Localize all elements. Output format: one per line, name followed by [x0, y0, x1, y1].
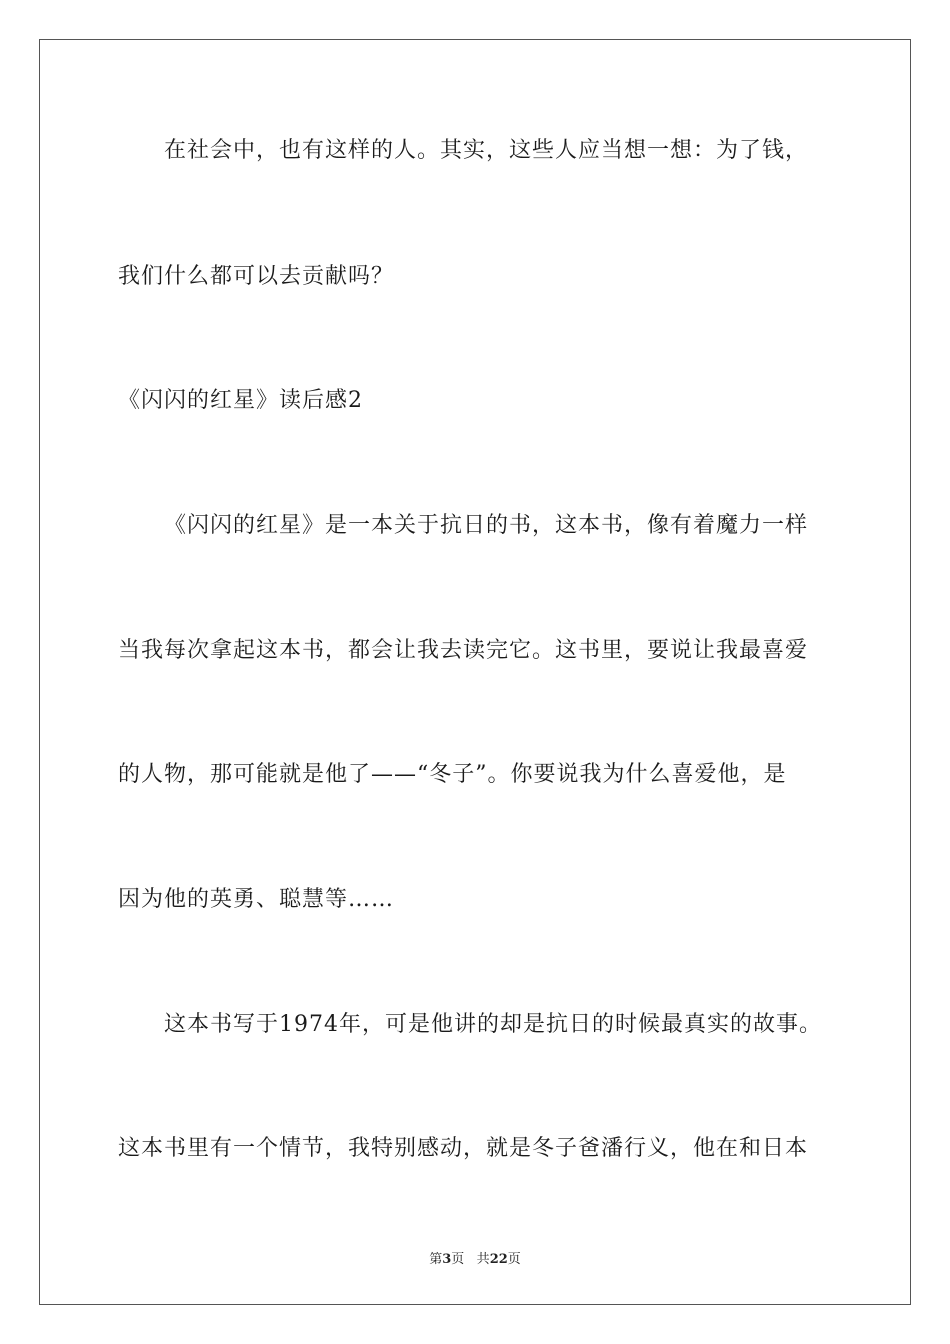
paragraph-line-4: 当我每次拿起这本书，都会让我去读完它。这书里，要说让我最喜爱 — [118, 638, 809, 663]
page-frame — [39, 39, 911, 1305]
paragraph-line-7: 这本书写于1974年，可是他讲的却是抗日的时候最真实的故事。 — [164, 1012, 822, 1037]
footer-total-prefix: 共 — [476, 1252, 490, 1267]
paragraph-line-8: 这本书里有一个情节，我特别感动，就是冬子爸潘行义，他在和日本 — [118, 1136, 809, 1161]
paragraph-line-6: 因为他的英勇、聪慧等…… — [118, 887, 395, 912]
paragraph-line-3: 《闪闪的红星》是一本关于抗日的书，这本书，像有着魔力一样 — [164, 513, 809, 538]
paragraph-line-5: 的人物，那可能就是他了——“冬子”。你要说我为什么喜爱他，是 — [118, 762, 787, 787]
paragraph-line-1: 在社会中，也有这样的人。其实，这些人应当想一想：为了钱， — [164, 138, 809, 163]
footer-page-unit: 页 — [451, 1252, 465, 1267]
paragraph-line-2: 我们什么都可以去贡献吗？ — [118, 264, 395, 289]
current-page-number: 3 — [442, 1252, 452, 1267]
footer-prefix: 第 — [429, 1252, 443, 1267]
total-page-count: 22 — [489, 1252, 508, 1267]
section-heading: 《闪闪的红星》读后感2 — [118, 388, 363, 413]
footer-total-unit: 页 — [507, 1252, 521, 1267]
page-footer — [0, 1248, 950, 1267]
